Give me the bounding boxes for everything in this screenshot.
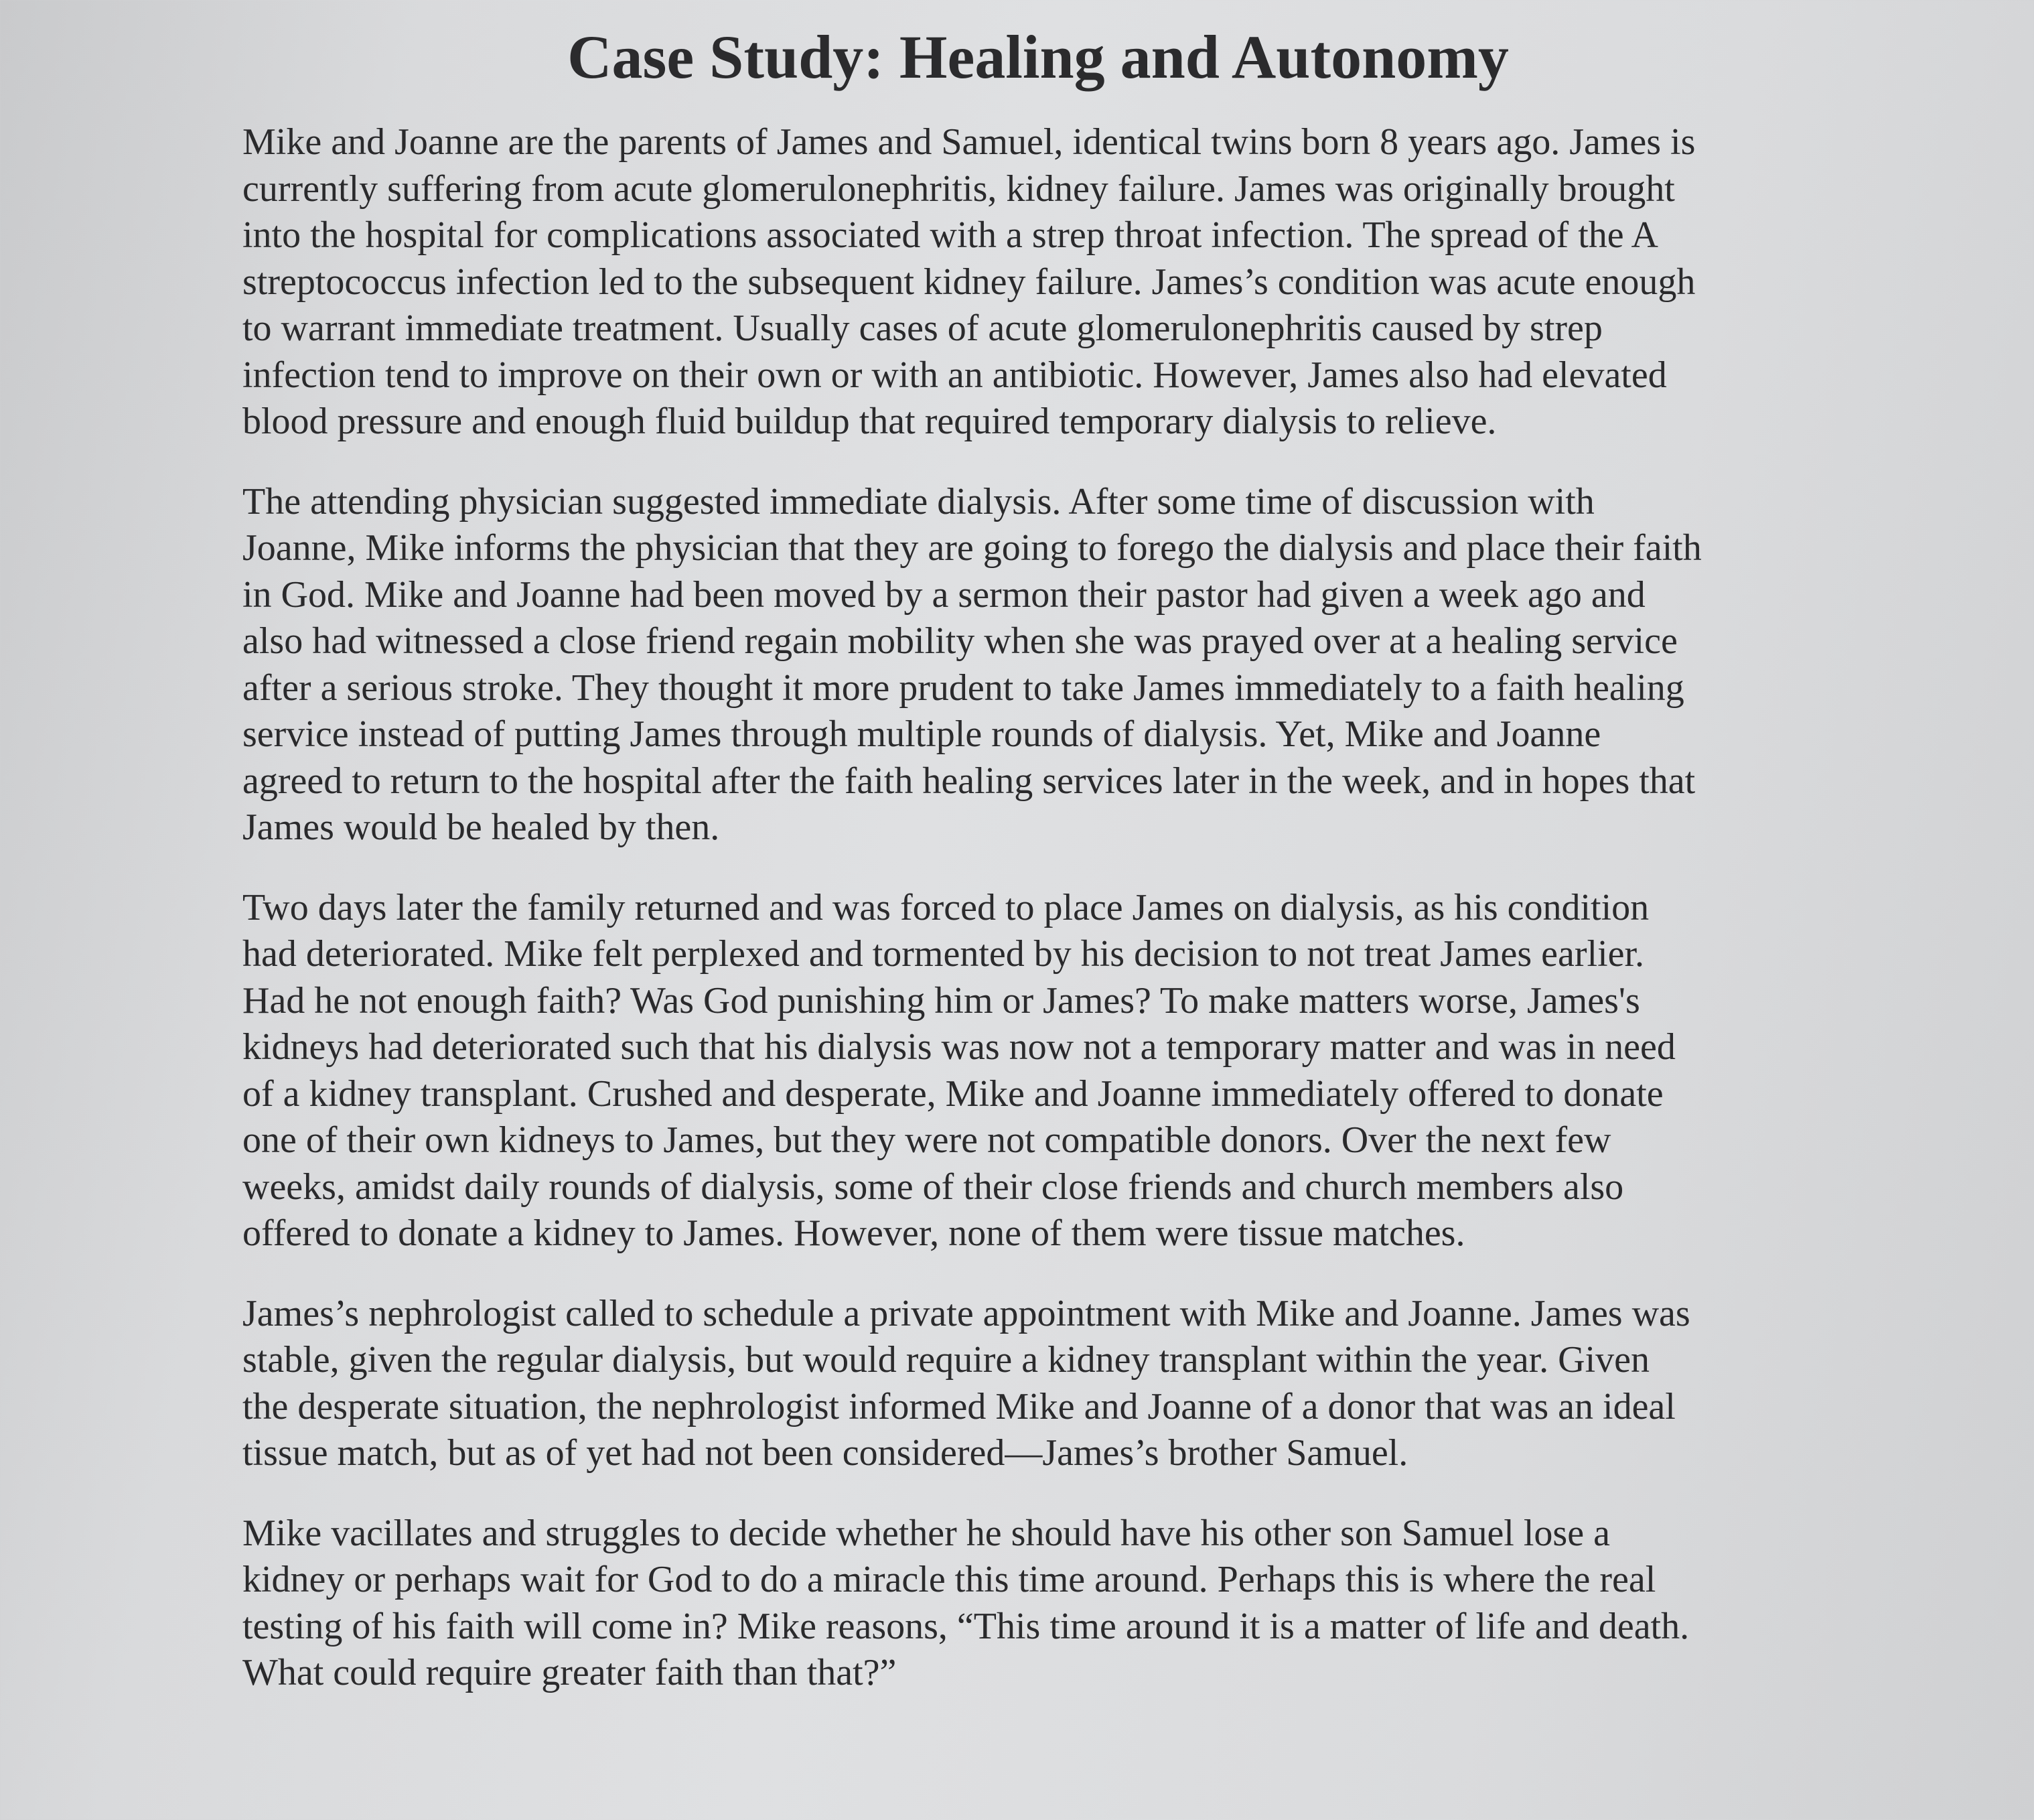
text-line: of a kidney transplant. Crushed and desperate, Mike and Joanne immediately offered to donate — [242, 1072, 1664, 1115]
paragraph-3 — [242, 885, 1850, 1257]
page-title: Case Study: Healing and Autonomy — [567, 23, 1509, 91]
text-line: tissue match, but as of yet had not been considered—James’s brother Samuel. — [242, 1432, 1408, 1474]
text-line: James’s nephrologist called to schedule a private appointment with Mike and Joanne. James was — [242, 1292, 1690, 1334]
text-line: in God. Mike and Joanne had been moved by a sermon their pastor had given a week ago and — [242, 573, 1646, 616]
text-line: weeks, amidst daily rounds of dialysis, some of their close friends and church members also — [242, 1166, 1624, 1208]
text-line: service instead of putting James through multiple rounds of dialysis. Yet, Mike and Joanne — [242, 713, 1601, 755]
text-line: What could require greater faith than that?” — [242, 1652, 897, 1693]
text-line: Mike and Joanne are the parents of James and Samuel, identical twins born 8 years ago. James is — [242, 121, 1696, 163]
text-line: Had he not enough faith? Was God punishing him or James? To make matters worse, James's — [242, 979, 1640, 1022]
text-line: stable, given the regular dialysis, but would require a kidney transplant within the year. Given — [242, 1339, 1650, 1381]
text-line: agreed to return to the hospital after the faith healing services later in the week, and in hopes that — [242, 760, 1696, 802]
text-line: currently suffering from acute glomerulonephritis, kidney failure. James was originally brought — [242, 167, 1675, 210]
text-line: the desperate situation, the nephrologist informed Mike and Joanne of a donor that was an ideal — [242, 1385, 1676, 1427]
text-line: The attending physician suggested immediate dialysis. After some time of discussion with — [242, 480, 1595, 522]
text-line: infection tend to improve on their own or with an antibiotic. However, James also had elevated — [242, 354, 1667, 396]
text-line: Joanne, Mike informs the physician that they are going to forego the dialysis and place their faith — [242, 527, 1702, 569]
document-body — [242, 119, 1850, 1730]
text-line: James would be healed by then. — [242, 807, 720, 848]
paragraph-4 — [242, 1291, 1850, 1477]
text-line: streptococcus infection led to the subsequent kidney failure. James’s condition was acute enough — [242, 261, 1696, 303]
text-line: Two days later the family returned and was forced to place James on dialysis, as his condition — [242, 886, 1650, 928]
text-line: kidneys had deteriorated such that his dialysis was now not a temporary matter and was in need — [242, 1026, 1676, 1068]
text-line: had deteriorated. Mike felt perplexed and tormented by his decision to not treat James earlier. — [242, 933, 1645, 975]
text-line: kidney or perhaps wait for God to do a miracle this time around. Perhaps this is where the real — [242, 1559, 1656, 1600]
paragraph-2 — [242, 479, 1850, 851]
text-line: into the hospital for complications associated with a strep throat infection. The spread of the A — [242, 214, 1658, 256]
text-line: one of their own kidneys to James, but they were not compatible donors. Over the next few — [242, 1119, 1611, 1161]
text-line: to warrant immediate treatment. Usually cases of acute glomerulonephritis caused by strep — [242, 307, 1603, 349]
text-line: also had witnessed a close friend regain mobility when she was prayed over at a healing service — [242, 620, 1678, 662]
text-line: offered to donate a kidney to James. However, none of them were tissue matches. — [242, 1212, 1465, 1254]
text-line: Mike vacillates and struggles to decide whether he should have his other son Samuel lose a — [242, 1512, 1610, 1554]
text-line: testing of his faith will come in? Mike reasons, “This time around it is a matter of life and death. — [242, 1605, 1690, 1647]
text-line: after a serious stroke. They thought it more prudent to take James immediately to a faith healing — [242, 667, 1684, 709]
paragraph-5 — [242, 1511, 1850, 1697]
paragraph-1 — [242, 119, 1850, 445]
text-line: blood pressure and enough fluid buildup that required temporary dialysis to relieve. — [242, 401, 1497, 442]
